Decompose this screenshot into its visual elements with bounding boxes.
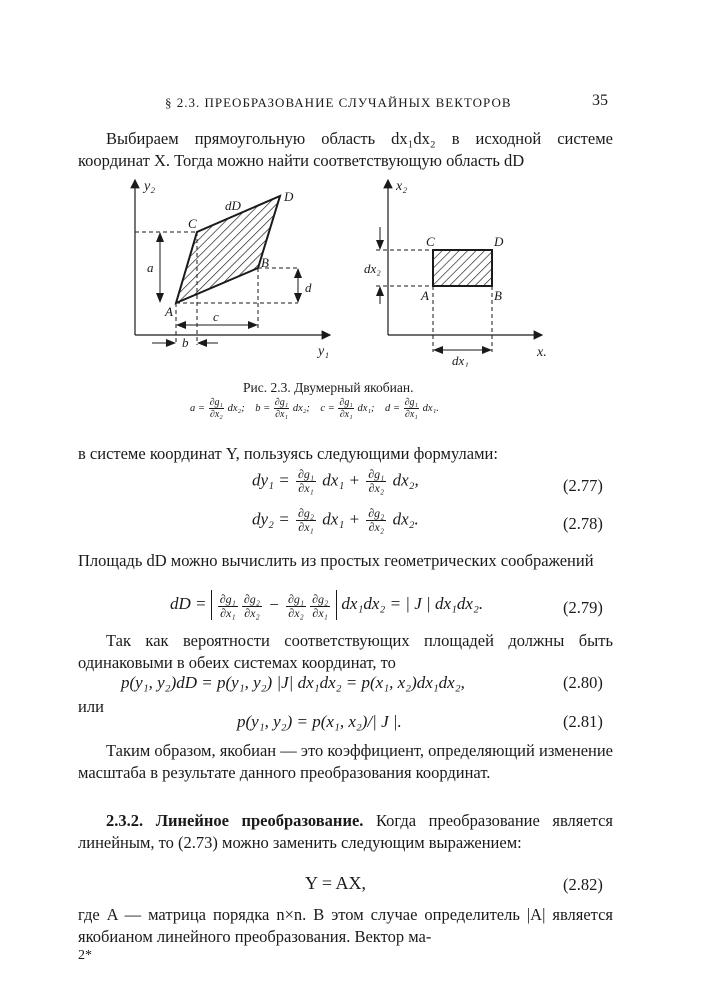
eq277-end: dx₂, bbox=[392, 470, 419, 490]
paragraph-matrix: где A — матрица порядка n×n. В этом случае определитель |A| является якобианом линейного преобразования. Вектор ма- bbox=[78, 905, 613, 946]
dim-c-label: c bbox=[213, 309, 219, 324]
equation-2-77 bbox=[252, 468, 419, 495]
section-linear-transformation bbox=[78, 810, 613, 854]
dim-d-label: d bbox=[305, 280, 312, 295]
running-title: § 2.3. ПРЕОБРАЗОВАНИЕ СЛУЧАЙНЫХ ВЕКТОРОВ bbox=[165, 95, 512, 110]
eq278-end: dx₂. bbox=[392, 509, 419, 529]
x2-axis-label: x₂ bbox=[396, 179, 408, 194]
eq279-rhs: dx₁dx₂ = | J | dx₁dx₂. bbox=[341, 593, 484, 613]
caption-d-rhs: dx₁. bbox=[422, 402, 439, 414]
equation-number-2-78: (2.78) bbox=[563, 514, 603, 533]
page-number: 35 bbox=[592, 92, 608, 109]
equation-2-81: p(y₁, y₂) = p(x₁, x₂)/| J |. bbox=[237, 712, 402, 731]
label-D-right: D bbox=[494, 234, 504, 249]
section-text: Когда преобразование является линейным, то (2.73) можно заменить следующим выражением: bbox=[78, 811, 613, 852]
label-A-right: A bbox=[421, 288, 429, 303]
label-B-left: B bbox=[261, 255, 269, 270]
caption-b-frac: $\frac{\text{∂g₁}}{\text{∂x₁}}$ bbox=[274, 397, 289, 420]
dim-dx2-label: dx₂ bbox=[364, 261, 381, 276]
y2-axis-label: y₂ bbox=[144, 179, 156, 194]
paragraph-probabilities: Так как вероятности соответствующих площадей должны быть одинаковыми в обеих системах координат, то bbox=[78, 631, 613, 672]
caption-a-frac: $\frac{\text{∂g₁}}{\text{∂x₂}}$ bbox=[209, 397, 224, 420]
signature-mark: 2* bbox=[78, 948, 92, 963]
eq277-frac1: $\frac{\text{∂g₁}}{\text{∂x₁}}$ bbox=[297, 467, 315, 495]
caption-a-rhs: dx₂; bbox=[227, 402, 245, 414]
region-dx1dx2 bbox=[433, 250, 492, 286]
section-title: 2.3.2. Линейное преобразование. bbox=[106, 811, 364, 830]
intro-paragraph: Выбираем прямоугольную область dx₁dx₂ в исходной системе координат X. Тогда можно найти соответствующую область dD bbox=[78, 129, 613, 170]
caption-d-frac: $\frac{\text{∂g₁}}{\text{∂x₁}}$ bbox=[404, 397, 419, 420]
eq278-frac1: $\frac{\text{∂g₂}}{\text{∂x₁}}$ bbox=[297, 506, 315, 534]
paragraph-coordinates: в системе координат Y, пользуясь следующими формулами: bbox=[78, 444, 498, 463]
caption-d-lhs: d = bbox=[385, 402, 400, 414]
x1-axis-label: x. bbox=[537, 345, 547, 360]
eq277-mid: dx₁ + bbox=[322, 470, 360, 490]
equation-number-2-82: (2.82) bbox=[563, 875, 603, 894]
figure-caption-title: Рис. 2.3. Двумерный якобиан. bbox=[243, 380, 414, 395]
eq277-frac2: $\frac{\text{∂g₁}}{\text{∂x₂}}$ bbox=[368, 467, 385, 495]
paragraph-area: Площадь dD можно вычислить из простых геометрических соображений bbox=[78, 551, 594, 570]
caption-a-lhs: a = bbox=[190, 402, 205, 414]
dim-a-label: a bbox=[147, 260, 154, 275]
equation-number-2-80: (2.80) bbox=[563, 673, 603, 692]
dim-dx1-label: dx₁ bbox=[452, 353, 469, 367]
label-C-left: C bbox=[188, 216, 197, 231]
caption-c-rhs: dx₁; bbox=[357, 402, 375, 414]
equation-2-79 bbox=[170, 590, 483, 620]
equation-number-2-77: (2.77) bbox=[563, 476, 603, 495]
label-D-left: D bbox=[284, 189, 294, 204]
equation-2-82: Y = AX, bbox=[305, 873, 366, 893]
dim-b-label: b bbox=[182, 335, 189, 350]
word-ili: или bbox=[78, 697, 104, 716]
label-A-left: A bbox=[165, 304, 173, 319]
eq279-lhs: dD = bbox=[170, 593, 207, 613]
caption-c-lhs: c = bbox=[320, 402, 335, 414]
figure-jacobian bbox=[130, 172, 570, 367]
right-diagram bbox=[364, 179, 547, 367]
paragraph-conclusion: Таким образом, якобиан — это коэффициент, определяющий изменение масштаба в результате данного преобразования координат. bbox=[78, 741, 613, 782]
equation-number-2-81: (2.81) bbox=[563, 712, 603, 731]
label-C-right: C bbox=[426, 234, 435, 249]
label-B-right: B bbox=[494, 288, 502, 303]
figure-caption-formulas bbox=[190, 397, 439, 420]
eq278-lhs: dy₂ = bbox=[252, 509, 290, 529]
equation-2-80: p(y₁, y₂)dD = p(y₁, y₂) |J| dx₁dx₂ = p(x₁, x₂)dx₁dx₂, bbox=[121, 673, 465, 692]
label-dD: dD bbox=[225, 198, 241, 213]
y1-axis-label: y₁ bbox=[318, 344, 330, 359]
eq278-mid: dx₁ + bbox=[322, 509, 360, 529]
eq277-lhs: dy₁ = bbox=[252, 470, 290, 490]
caption-c-frac: $\frac{\text{∂g₁}}{\text{∂x₁}}$ bbox=[339, 397, 353, 420]
equation-number-2-79: (2.79) bbox=[563, 598, 603, 617]
eq279-determinant: $\frac{\text{∂g₁}}{\text{∂x₁}}$ $\frac{\text{∂g₂}}{\text{∂x₂}}$ − $\frac{\text{∂g₁}}{\text{∂x₂}}$ $\frac{\text{∂g₂}}{\text{∂x₁}}$ bbox=[211, 590, 337, 620]
eq278-frac2: $\frac{\text{∂g₂}}{\text{∂x₂}}$ bbox=[368, 506, 385, 534]
caption-b-rhs: dx₂; bbox=[292, 402, 310, 414]
left-diagram bbox=[135, 179, 330, 359]
caption-b-lhs: b = bbox=[255, 402, 271, 414]
equation-2-78 bbox=[252, 507, 419, 534]
